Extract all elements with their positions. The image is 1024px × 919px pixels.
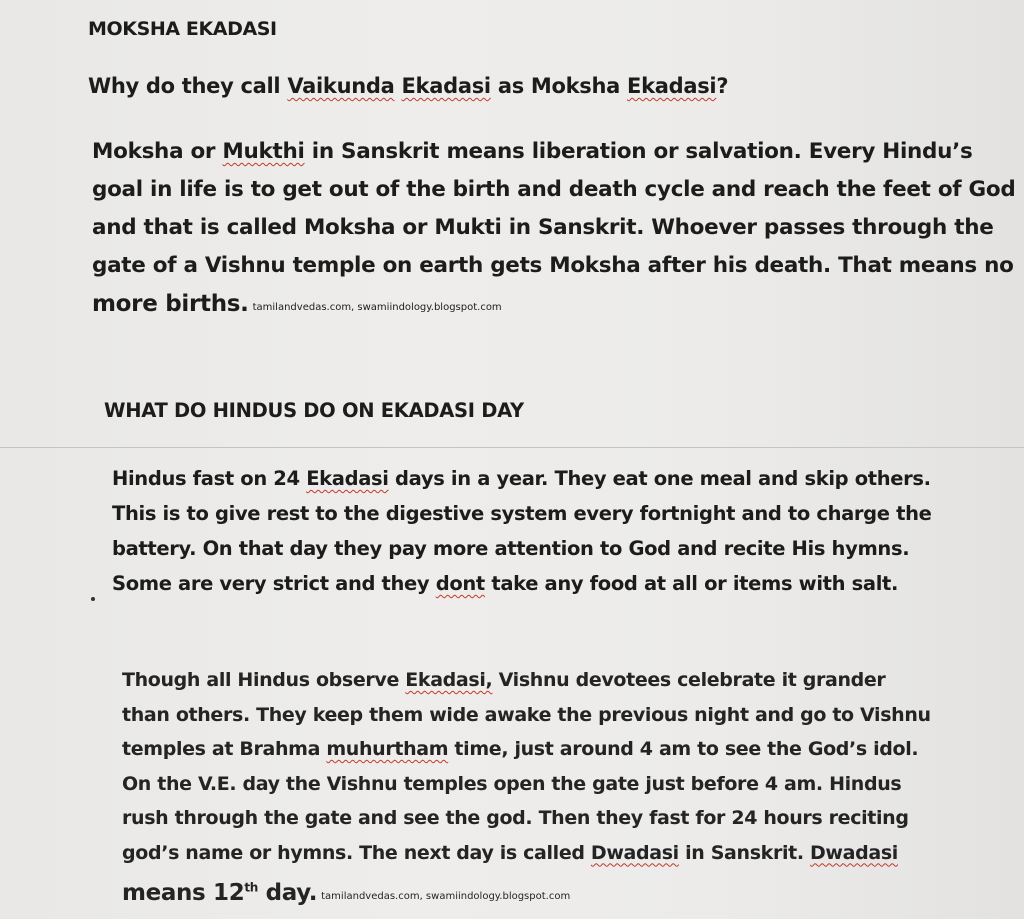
q-mid: as Moksha: [490, 74, 628, 98]
paragraph-vishnu-devotees: [122, 663, 962, 914]
p2-l4c: take any food at all or items with salt.: [484, 572, 899, 595]
para3-line-7: [122, 870, 962, 914]
p3-l6a: god’s name or hymns. The next day is called: [122, 841, 591, 864]
p2-l1c: days in a year. They eat one meal and skip others.: [388, 467, 931, 490]
p2-word-dont: dont: [435, 572, 485, 595]
para3-line-6: [122, 836, 962, 871]
p1-l5: more births.: [92, 291, 249, 317]
q-word-ekadasi: Ekadasi: [401, 74, 491, 98]
stray-dot: [91, 597, 95, 601]
para1-line-3: and that is called Moksha or Mukti in Sanskrit. Whoever passes through the: [92, 215, 994, 240]
p3-l6c: in Sanskrit.: [678, 841, 811, 864]
p1-l1a: Moksha or: [92, 139, 223, 164]
section-heading: WHAT DO HINDUS DO ON EKADASI DAY: [104, 399, 524, 422]
q-pre: Why do they call: [88, 74, 288, 98]
para3-line-5: rush through the gate and see the god. Then they fast for 24 hours reciting: [122, 807, 909, 829]
p2-word-ekadasi: Ekadasi: [306, 467, 389, 490]
para3-line-3: [122, 732, 962, 767]
para1-line-1: [92, 133, 1007, 171]
para2-line-4: [112, 566, 992, 601]
p3-l1c: Vishnu devotees celebrate it grander: [492, 669, 886, 691]
p3-l7-sup: th: [244, 880, 258, 894]
q-post: ?: [716, 74, 729, 98]
p3-l7-group: [122, 880, 317, 906]
p3-word-ekadasi: Ekadasi,: [405, 669, 493, 691]
para3-line-2: than others. They keep them wide awake the previous night and go to Vishnu: [122, 703, 931, 726]
p3-word-dwadasi-2: Dwadasi: [810, 841, 898, 864]
para1-line-4: gate of a Vishnu temple on earth gets Moksha after his death. That means no: [92, 253, 1014, 278]
doc-title: MOKSHA EKADASI: [88, 18, 277, 40]
divider: [0, 447, 1024, 448]
p2-l1a: Hindus fast on 24: [112, 467, 307, 490]
para3-line-1: [122, 663, 962, 698]
para2-line-2: This is to give rest to the digestive system every fortnight and to charge the: [112, 502, 932, 525]
p1-l1c: in Sanskrit means liberation or salvation. Every Hindu’s: [304, 139, 973, 164]
question-heading: [88, 74, 728, 98]
q-space: [395, 74, 402, 98]
p3-word-dwadasi: Dwadasi: [590, 841, 679, 864]
p2-l4a: Some are very strict and they: [112, 572, 436, 595]
p3-l3c: time, just around 4 am to see the God’s idol.: [448, 738, 919, 760]
para2-line-3: battery. On that day they pay more attention to God and recite His hymns.: [112, 537, 910, 560]
q-word-ekadasi-2: Ekadasi: [627, 74, 717, 98]
credit-text: tamilandvedas.com, swamiindology.blogspot.com: [252, 302, 502, 313]
p1-word-mukthi: Mukthi: [222, 139, 305, 164]
para3-line-4: On the V.E. day the Vishnu temples open the gate just before 4 am. Hindus: [122, 772, 902, 795]
p3-l3a: temples at Brahma: [122, 738, 327, 760]
p3-l1a: Though all Hindus observe: [122, 669, 406, 691]
q-word-vaikunda: Vaikunda: [287, 74, 395, 98]
credit-text-2: tamilandvedas.com, swamiindology.blogspot.com: [321, 890, 571, 902]
p3-word-muhurtham: muhurtham: [326, 738, 449, 760]
paragraph-fasting: [112, 461, 992, 601]
paragraph-moksha: [92, 133, 1016, 327]
para1-line-2: goal in life is to get out of the birth and death cycle and reach the feet of God: [92, 177, 1016, 202]
p3-l7a: means 12: [122, 879, 245, 906]
para1-line-5: [92, 285, 1007, 327]
para2-line-1: [112, 461, 992, 496]
p3-l7b: day.: [257, 879, 318, 906]
